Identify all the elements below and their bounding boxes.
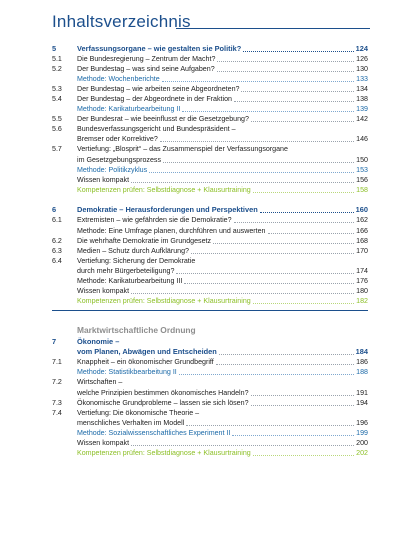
entry-page: 182 — [356, 297, 368, 306]
entry-number: 5.7 — [52, 145, 62, 154]
dot-leader — [176, 273, 354, 274]
entry-number: 7 — [52, 336, 57, 346]
entry-page: 170 — [356, 246, 368, 255]
dot-leader — [241, 91, 354, 92]
entry-page: 162 — [356, 216, 368, 225]
entry-page: 153 — [356, 165, 368, 174]
entry-page: 194 — [356, 398, 368, 407]
toc-entry — [52, 54, 368, 64]
toc-entry — [52, 256, 368, 266]
entry-title: Demokratie – Herausforderungen und Perspektiven — [77, 205, 258, 215]
entry-page: 168 — [356, 236, 368, 245]
dot-leader — [234, 222, 355, 223]
toc-entry — [52, 398, 368, 408]
entry-title: Methode: Politikzyklus — [77, 165, 148, 174]
entry-title: Vertiefung: Die ökonomische Theorie – — [77, 408, 200, 417]
entry-number: 7.3 — [52, 398, 62, 407]
dot-leader — [243, 51, 353, 52]
dot-leader — [251, 121, 354, 122]
entry-page: 124 — [355, 43, 368, 53]
entry-title: Knappheit – ein ökonomischer Grundbegriff — [77, 358, 214, 367]
toc-entry — [52, 84, 368, 94]
dot-leader — [232, 435, 354, 436]
toc-entry — [52, 408, 368, 418]
toc-entry — [52, 124, 368, 134]
dot-leader — [131, 293, 354, 294]
entry-title: Methode: Karikaturbearbeitung II — [77, 105, 181, 114]
entry-page: 184 — [355, 347, 368, 357]
chapter-heading — [52, 336, 368, 347]
entry-title: Methode: Karikaturbearbeitung III — [77, 276, 183, 285]
entry-number: 5.6 — [52, 125, 62, 134]
toc-entry — [52, 134, 368, 144]
chapter-heading — [52, 204, 368, 216]
entry-page: 156 — [356, 175, 368, 184]
entry-title: Kompetenzen prüfen: Selbstdiagnose + Klausurtraining — [77, 449, 251, 458]
entry-title: welche Prinzipien bestimmen ökonomisches Handeln? — [77, 388, 249, 397]
dot-leader — [191, 253, 354, 254]
entry-title: Bundesverfassungsgericht und Bundespräsident – — [77, 125, 236, 134]
toc-entry — [52, 428, 368, 438]
toc-entry — [52, 64, 368, 74]
entry-page: 139 — [356, 105, 368, 114]
toc-entry — [52, 276, 368, 286]
spacer — [52, 195, 368, 204]
entry-title: Die Bundesregierung – Zentrum der Macht? — [77, 54, 216, 63]
entry-title: Der Bundesrat – wie beeinflusst er die Gesetzgebung? — [77, 115, 249, 124]
entry-number: 5.5 — [52, 115, 62, 124]
section-divider — [52, 310, 368, 311]
toc-entry — [52, 418, 368, 428]
toc-entry — [52, 367, 368, 377]
entry-title: Vertiefung: „Blosprit“ – das Zusammenspiel der Verfassungsorgane — [77, 145, 288, 154]
entry-page: 138 — [356, 94, 368, 103]
entry-page: 176 — [356, 276, 368, 285]
entry-page: 188 — [356, 368, 368, 377]
dot-leader — [234, 101, 354, 102]
chapter-heading-cont — [52, 347, 368, 358]
entry-title: Methode: Statistikbearbeitung II — [77, 368, 177, 377]
entry-page: 199 — [356, 428, 368, 437]
dot-leader — [186, 425, 354, 426]
toc-entry — [52, 448, 368, 458]
entry-number: 6 — [52, 205, 57, 215]
entry-page: 202 — [356, 449, 368, 458]
entry-title: Wirtschaften – — [77, 378, 123, 387]
dot-leader — [149, 172, 354, 173]
entry-number: 6.2 — [52, 236, 62, 245]
entry-title: menschliches Verhalten im Modell — [77, 418, 185, 427]
dot-leader — [253, 455, 354, 456]
entry-title: Wissen kompakt — [77, 287, 130, 296]
entry-page: 180 — [356, 287, 368, 296]
dot-leader — [253, 303, 354, 304]
entry-page: 174 — [356, 266, 368, 275]
dot-leader — [217, 61, 354, 62]
entry-title: Extremisten – wie gefährden sie die Demokratie? — [77, 216, 232, 225]
toc-entry — [52, 154, 368, 164]
toc-entry — [52, 438, 368, 448]
dot-leader — [182, 111, 354, 112]
entry-number: 6.4 — [52, 256, 62, 265]
entry-number: 6.1 — [52, 216, 62, 225]
dot-leader — [163, 162, 354, 163]
entry-title: Ökonomische Grundprobleme – lassen sie sich lösen? — [77, 398, 249, 407]
toc-entry — [52, 144, 368, 154]
toc-entry — [52, 236, 368, 246]
toc-entry — [52, 357, 368, 367]
entry-page: 166 — [356, 226, 368, 235]
dot-leader — [217, 71, 355, 72]
entry-title: Kompetenzen prüfen: Selbstdiagnose + Klausurtraining — [77, 185, 251, 194]
toc-entry — [52, 114, 368, 124]
toc-entry — [52, 296, 368, 306]
entry-title: Der Bundestag – wie arbeiten seine Abgeordneten? — [77, 84, 240, 93]
entry-title: Medien – Schutz durch Aufklärung? — [77, 246, 189, 255]
entry-number: 5.1 — [52, 54, 62, 63]
dot-leader — [251, 405, 355, 406]
entry-page: 158 — [356, 185, 368, 194]
chapter-heading — [52, 42, 368, 54]
entry-title: Der Bundestag – der Abgeordnete in der Fraktion — [77, 94, 232, 103]
entry-page: 186 — [356, 358, 368, 367]
entry-number: 6.3 — [52, 246, 62, 255]
toc-entry — [52, 104, 368, 114]
entry-title: Kompetenzen prüfen: Selbstdiagnose + Klausurtraining — [77, 297, 251, 306]
entry-title: Vertiefung: Sicherung der Demokratie — [77, 256, 196, 265]
dot-leader — [251, 395, 355, 396]
toc-entry — [52, 94, 368, 104]
entry-title: Methode: Sozialwissenschaftliches Experiment II — [77, 428, 231, 437]
entry-title: Die wehrhafte Demokratie im Grundgesetz — [77, 236, 212, 245]
toc-entry — [52, 377, 368, 387]
entry-page: 134 — [356, 84, 368, 93]
entry-number: 5.4 — [52, 94, 62, 103]
title-rule — [176, 28, 370, 29]
entry-page: 142 — [356, 115, 368, 124]
dot-leader — [179, 374, 354, 375]
entry-page: 191 — [356, 388, 368, 397]
dot-leader — [213, 243, 354, 244]
entry-title: Verfassungsorgane – wie gestalten sie Politik? — [77, 43, 242, 53]
entry-title: Der Bundestag – was sind seine Aufgaben? — [77, 64, 215, 73]
entry-title: vom Planen, Abwägen und Entscheiden — [77, 347, 217, 357]
dot-leader — [253, 192, 354, 193]
dot-leader — [131, 445, 354, 446]
table-of-contents — [52, 42, 368, 458]
toc-entry — [52, 246, 368, 256]
dot-leader — [216, 364, 354, 365]
entry-title: Methode: Wochenberichte — [77, 74, 160, 83]
dot-leader — [184, 283, 354, 284]
entry-title: im Gesetzgebungsprozess — [77, 155, 161, 164]
page-title: Inhaltsverzeichnis — [52, 12, 191, 31]
entry-page: 133 — [356, 74, 368, 83]
toc-entry — [52, 225, 368, 235]
dot-leader — [160, 141, 354, 142]
entry-title: Methode: Eine Umfrage planen, durchführen und auswerten — [77, 226, 266, 235]
dot-leader — [131, 182, 354, 183]
entry-page: 126 — [356, 54, 368, 63]
toc-entry — [52, 175, 368, 185]
dot-leader — [268, 233, 355, 234]
entry-page: 200 — [356, 439, 368, 447]
toc-entry — [52, 165, 368, 175]
entry-page: 150 — [356, 155, 368, 164]
entry-number: 7.1 — [52, 358, 62, 367]
entry-title: Wissen kompakt — [77, 439, 130, 447]
entry-number: 5.2 — [52, 64, 62, 73]
toc-entry — [52, 387, 368, 397]
dot-leader — [260, 212, 354, 213]
toc-entry — [52, 185, 368, 195]
entry-title: durch mehr Bürgerbeteiligung? — [77, 266, 175, 275]
dot-leader — [219, 354, 354, 355]
toc-entry — [52, 266, 368, 276]
entry-number: 7.2 — [52, 378, 62, 387]
dot-leader — [162, 81, 354, 82]
entry-title: Wissen kompakt — [77, 175, 130, 184]
entry-page: 196 — [356, 418, 368, 427]
toc-entry — [52, 215, 368, 225]
entry-number: 5.3 — [52, 84, 62, 93]
entry-page: 130 — [356, 64, 368, 73]
toc-entry — [52, 74, 368, 84]
toc-entry — [52, 286, 368, 296]
entry-page: 160 — [355, 205, 368, 215]
entry-title: Ökonomie – — [77, 336, 120, 346]
entry-number: 5 — [52, 43, 57, 53]
entry-page: 146 — [356, 135, 368, 144]
entry-number: 7.4 — [52, 408, 62, 417]
entry-title: Bremser oder Korrektive? — [77, 135, 158, 144]
part-title: Marktwirtschaftliche Ordnung — [77, 325, 196, 336]
